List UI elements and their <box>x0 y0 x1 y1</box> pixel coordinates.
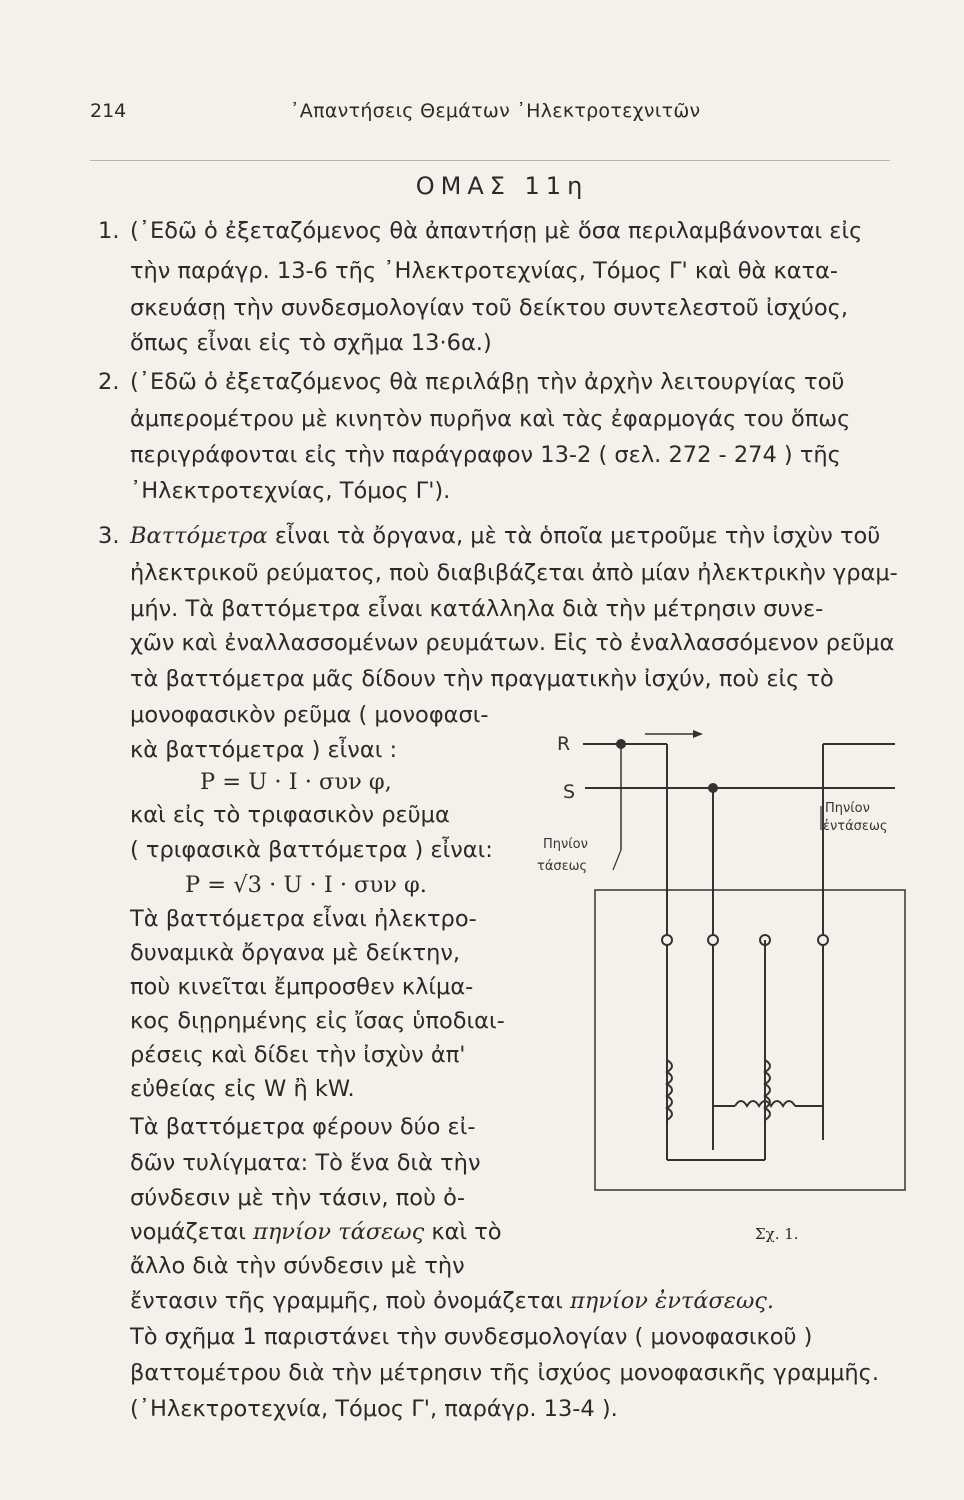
text-line: ἄλλο διὰ τὴν σύνδεσιν μὲ τὴν <box>130 1253 465 1279</box>
arrow-head <box>693 730 703 738</box>
text-line: δῶν τυλίγματα: Τὸ ἕνα διὰ τὴν <box>130 1150 481 1176</box>
figure-caption: Σχ. 1. <box>755 1225 799 1243</box>
terminal <box>818 935 828 945</box>
text-line: νομάζεται πηνίον τάσεως καὶ τὸ <box>130 1219 502 1245</box>
formula-three-phase: Ρ = √3 · U · I · συν φ. <box>185 872 427 898</box>
text-line: χῶν καὶ ἐναλλασσομένων ρευμάτων. Εἰς τὸ ἐναλλασσόμενον ρεῦμα <box>130 630 895 656</box>
label-R: R <box>557 733 571 755</box>
text-line: καὶ εἰς τὸ τριφασικὸν ρεῦμα <box>130 802 450 828</box>
text-line: (᾿Εδῶ ὁ ἐξεταζόμενος θὰ περιλάβῃ τὴν ἀρχὴν λειτουργίας τοῦ <box>130 369 845 395</box>
text-line: κὰ βαττόμετρα ) εἶναι : <box>130 737 398 763</box>
terminal <box>708 935 718 945</box>
label-voltage-coil-2: τάσεως <box>537 859 588 874</box>
text-line: τὰ βαττόμετρα μᾶς δίδουν τὴν πραγματικὴν ἰσχύν, ποὺ εἰς τὸ <box>130 666 834 692</box>
wattmeter-housing <box>595 890 905 1190</box>
text-line: ᾿Ηλεκτροτεχνίας, Τόμος Γ'). <box>130 478 451 504</box>
text-line: μήν. Τὰ βαττόμετρα εἶναι κατάλληλα διὰ τὴν μέτρησιν συνε- <box>130 596 824 622</box>
text-line: Τὸ σχῆμα 1 παριστάνει τὴν συνδεσμολογίαν ( μονοφασικοῦ ) <box>130 1324 813 1350</box>
text-line: περιγράφονται εἰς τὴν παράγραφον 13-2 ( σελ. 272 - 274 ) τῆς <box>130 442 841 468</box>
label-S: S <box>563 781 576 803</box>
text-line: ρέσεις καὶ δίδει τὴν ἰσχὺν ἀπ' <box>130 1042 466 1068</box>
header-rule <box>90 160 890 161</box>
page-number: 214 <box>90 100 127 122</box>
section-title: ΟΜΑΣ 11η <box>415 172 589 200</box>
item-number: 3. <box>98 523 120 549</box>
terminal <box>662 935 672 945</box>
text-line: Τὰ βαττόμετρα φέρουν δύο εἰ- <box>130 1114 476 1140</box>
text-line: σκευάσῃ τὴν συνδεσμολογίαν τοῦ δείκτου συντελεστοῦ ἰσχύος, <box>130 295 848 321</box>
text-line: ὅπως εἶναι εἰς τὸ σχῆμα 13·6α.) <box>130 330 492 356</box>
text-line: Βαττόμετρα εἶναι τὰ ὄργανα, μὲ τὰ ὁποῖα μετροῦμε τὴν ἰσχὺν τοῦ <box>130 523 881 549</box>
text-line: (᾿Ηλεκτροτεχνία, Τόμος Γ', παράγρ. 13-4 ). <box>130 1396 618 1422</box>
italic-term: Βαττόμετρα <box>130 523 268 549</box>
leader-line <box>613 850 621 870</box>
text-line: τὴν παράγρ. 13-6 τῆς ᾿Ηλεκτροτεχνίας, Τόμος Γ' καὶ θὰ κατα- <box>130 258 839 284</box>
running-header <box>90 100 890 130</box>
text-line: δυναμικὰ ὄργανα μὲ δείκτην, <box>130 940 461 966</box>
text-line: εὐθείας εἰς W ἢ kW. <box>130 1076 355 1102</box>
text-line: ποὺ κινεῖται ἔμπροσθεν κλίμα- <box>130 974 474 1000</box>
text-line: κος διῃρημένης εἰς ἴσας ὑποδιαι- <box>130 1008 505 1034</box>
wattmeter-wiring-diagram <box>537 720 925 1260</box>
text-line: (᾿Εδῶ ὁ ἐξεταζόμενος θὰ ἀπαντήσῃ μὲ ὅσα περιλαμβάνονται εἰς <box>130 218 863 244</box>
text-line: σύνδεσιν μὲ τὴν τάσιν, ποὺ ὀ- <box>130 1185 466 1211</box>
text-line: βαττομέτρου διὰ τὴν μέτρησιν τῆς ἰσχύος μονοφασικῆς γραμμῆς. <box>130 1360 880 1386</box>
text-line: ἠλεκτρικοῦ ρεύματος, ποὺ διαβιβάζεται ἀπὸ μίαν ἠλεκτρικὴν γραμ- <box>130 560 898 586</box>
label-voltage-coil-1: Πηνίον <box>543 837 588 852</box>
text-line: ἔντασιν τῆς γραμμῆς, ποὺ ὀνομάζεται πηνίον ἐντάσεως. <box>130 1288 775 1314</box>
text-line: μονοφασικὸν ρεῦμα ( μονοφασι- <box>130 702 489 728</box>
item-number: 2. <box>98 369 120 395</box>
diagram-svg <box>537 720 925 1260</box>
text-line: ( τριφασικὰ βαττόμετρα ) εἶναι: <box>130 837 493 863</box>
text-line: ἀμπερομέτρου μὲ κινητὸν πυρῆνα καὶ τὰς ἐφαρμογάς του ὅπως <box>130 406 851 432</box>
italic-term: πηνίον ἐντάσεως. <box>569 1288 775 1314</box>
running-title: ᾿Απαντήσεις Θεμάτων ᾿Ηλεκτροτεχνιτῶν <box>290 100 701 122</box>
italic-term: πηνίον τάσεως <box>253 1219 425 1245</box>
label-current-coil-2: ἐντάσεως <box>823 819 888 834</box>
label-current-coil-1: Πηνίον <box>825 801 870 816</box>
item-number: 1. <box>98 218 120 244</box>
formula-single-phase: Ρ = U · I · συν φ, <box>200 769 392 795</box>
text-line: Τὰ βαττόμετρα εἶναι ἠλεκτρο- <box>130 906 477 932</box>
